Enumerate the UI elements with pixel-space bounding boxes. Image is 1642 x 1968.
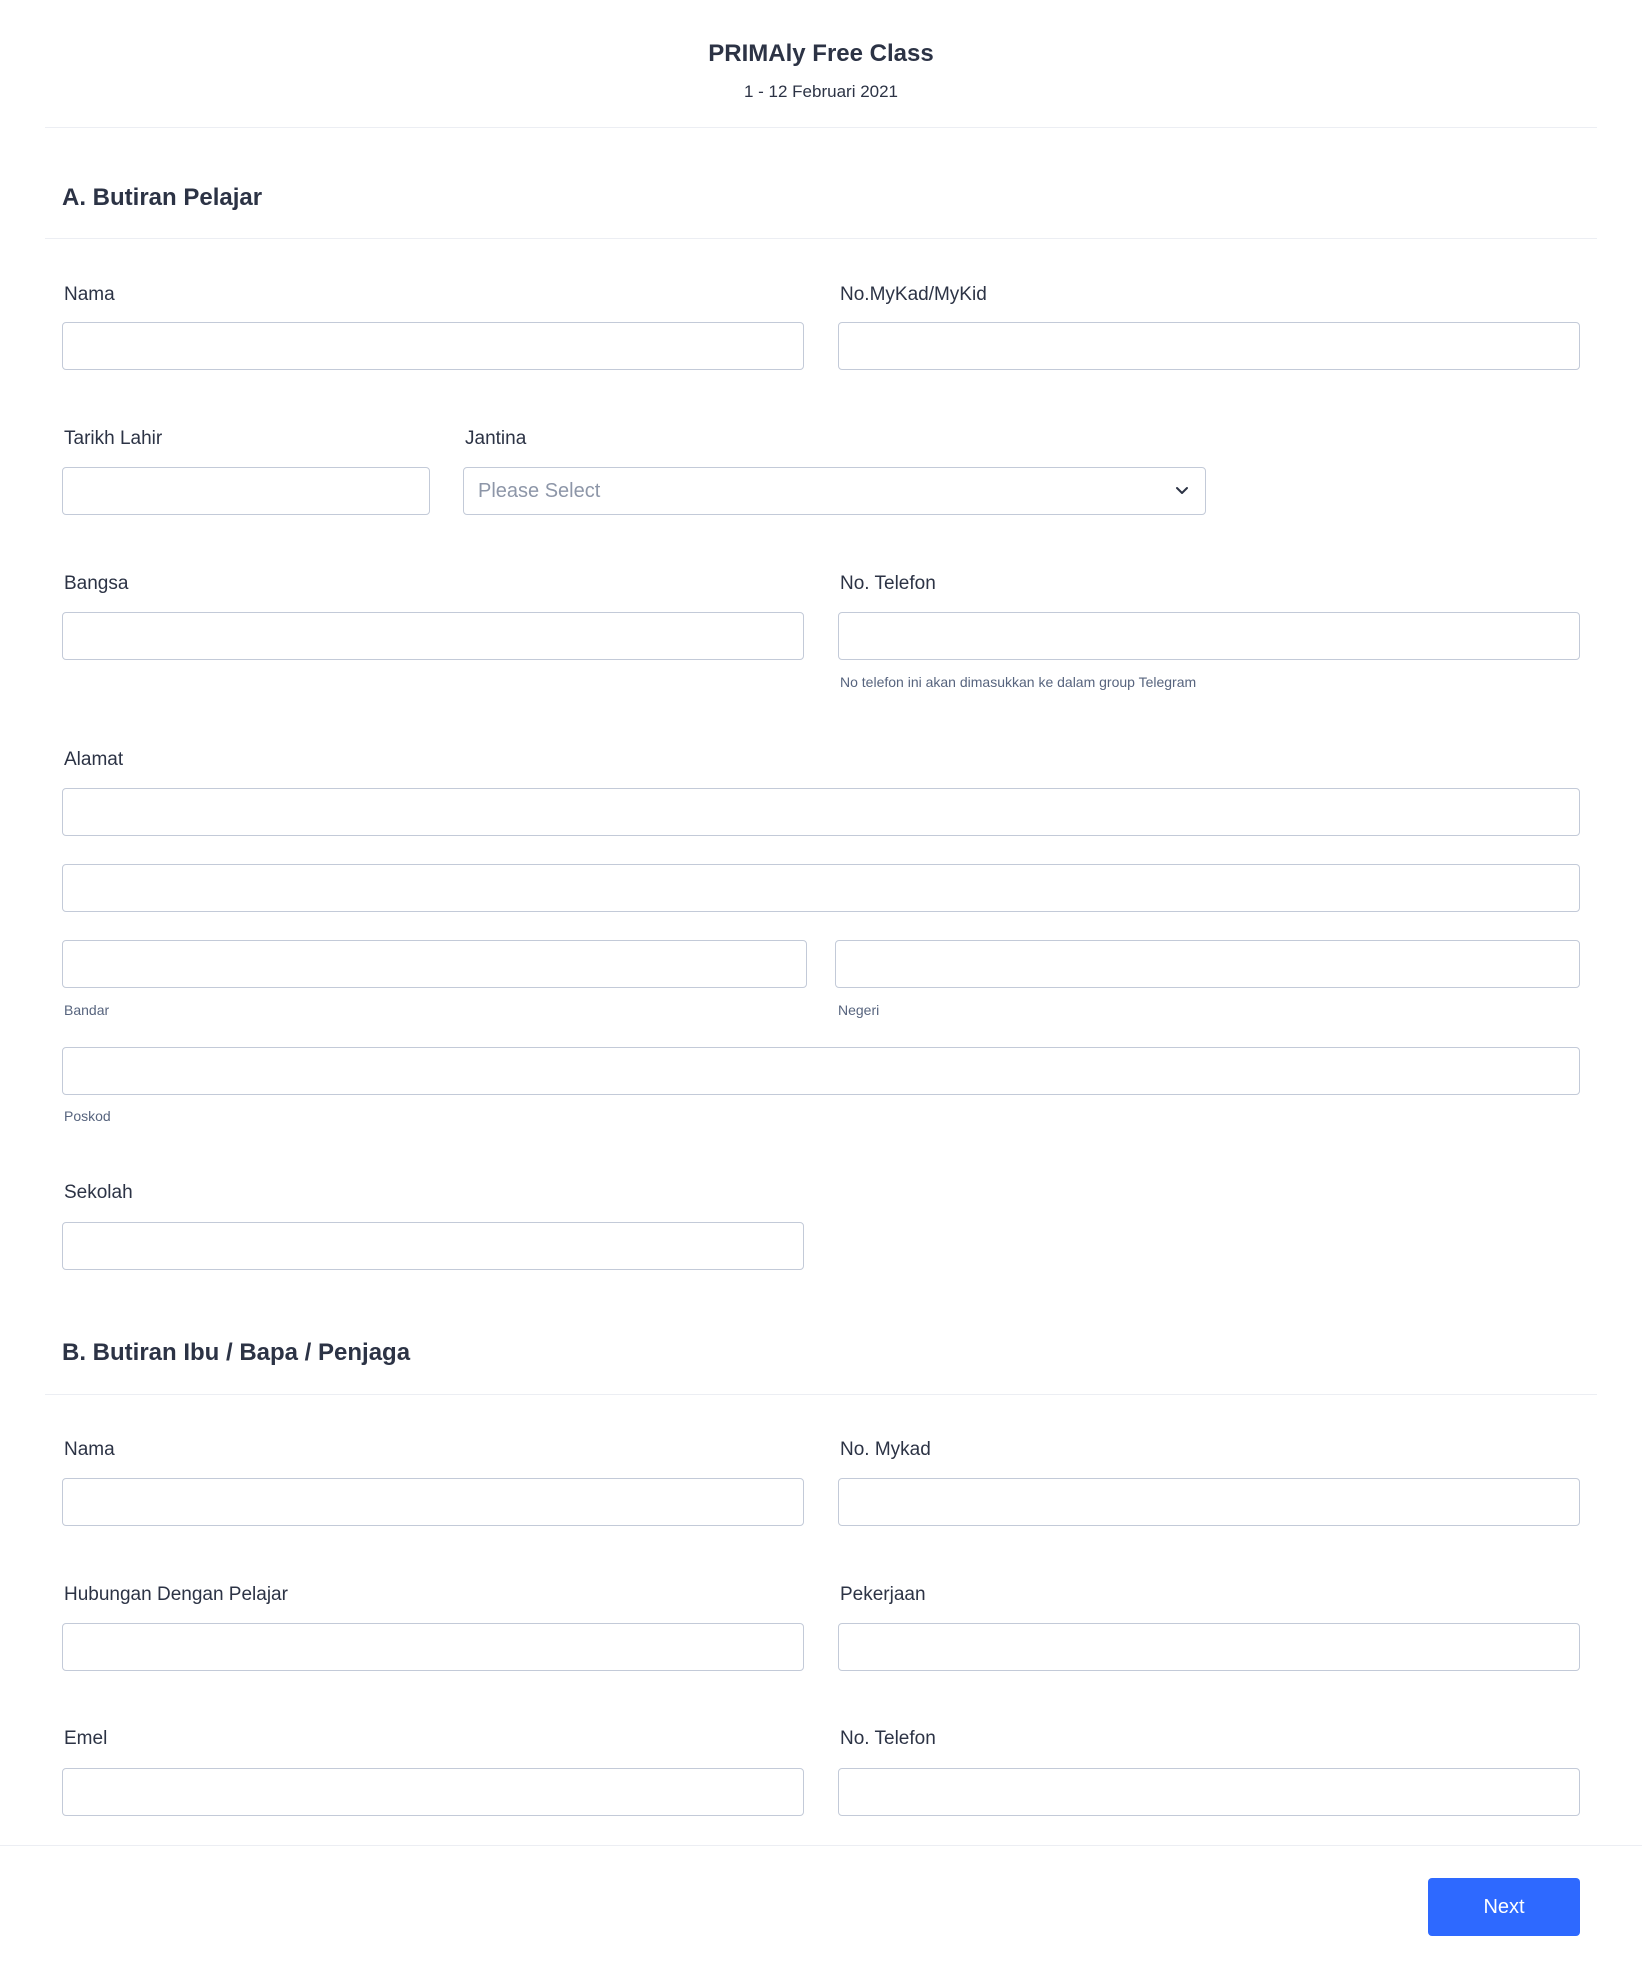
footer-divider <box>0 1845 1642 1846</box>
address-line2-input[interactable] <box>62 864 1580 912</box>
phone-hint: No telefon ini akan dimasukkan ke dalam group Telegram <box>840 674 1197 690</box>
student-phone-label: No. Telefon <box>840 573 936 594</box>
postcode-sublabel: Poskod <box>64 1108 111 1124</box>
parent-mykad-label: No. Mykad <box>840 1439 931 1460</box>
relationship-input[interactable] <box>62 1623 804 1671</box>
race-label: Bangsa <box>64 573 129 594</box>
header-divider <box>45 127 1597 128</box>
student-name-label: Nama <box>64 284 115 305</box>
state-sublabel: Negeri <box>838 1002 880 1018</box>
form-title: PRIMAly Free Class <box>708 40 934 67</box>
form-subtitle: 1 - 12 Februari 2021 <box>743 82 899 101</box>
section-b-title: B. Butiran Ibu / Bapa / Penjaga <box>62 1339 411 1366</box>
parent-mykad-input[interactable] <box>838 1478 1580 1526</box>
gender-select[interactable] <box>463 467 1206 515</box>
student-mykad-label: No.MyKad/MyKid <box>840 284 987 305</box>
parent-phone-input[interactable] <box>838 1768 1580 1816</box>
student-phone-input[interactable] <box>838 612 1580 660</box>
chevron-down-icon <box>1173 482 1191 500</box>
birth-date-input[interactable] <box>62 467 430 515</box>
address-label: Alamat <box>64 749 124 770</box>
section-a-title: A. Butiran Pelajar <box>62 184 263 211</box>
school-input[interactable] <box>62 1222 804 1270</box>
relationship-label: Hubungan Dengan Pelajar <box>64 1584 288 1605</box>
state-input[interactable] <box>835 940 1580 988</box>
section-b-divider <box>45 1394 1597 1395</box>
student-name-input[interactable] <box>62 322 804 370</box>
gender-label: Jantina <box>465 428 527 449</box>
email-label: Emel <box>64 1728 108 1749</box>
parent-name-label: Nama <box>64 1439 115 1460</box>
email-input[interactable] <box>62 1768 804 1816</box>
race-input[interactable] <box>62 612 804 660</box>
parent-phone-label: No. Telefon <box>840 1728 936 1749</box>
birth-date-label: Tarikh Lahir <box>64 428 163 449</box>
city-input[interactable] <box>62 940 807 988</box>
student-mykad-input[interactable] <box>838 322 1580 370</box>
school-label: Sekolah <box>64 1182 133 1203</box>
section-a-divider <box>45 238 1597 239</box>
occupation-input[interactable] <box>838 1623 1580 1671</box>
next-button[interactable]: Next <box>1428 1878 1580 1936</box>
gender-select-value: Please Select <box>478 479 601 502</box>
city-sublabel: Bandar <box>64 1002 110 1018</box>
occupation-label: Pekerjaan <box>840 1584 926 1605</box>
parent-name-input[interactable] <box>62 1478 804 1526</box>
postcode-input[interactable] <box>62 1047 1580 1095</box>
address-line1-input[interactable] <box>62 788 1580 836</box>
